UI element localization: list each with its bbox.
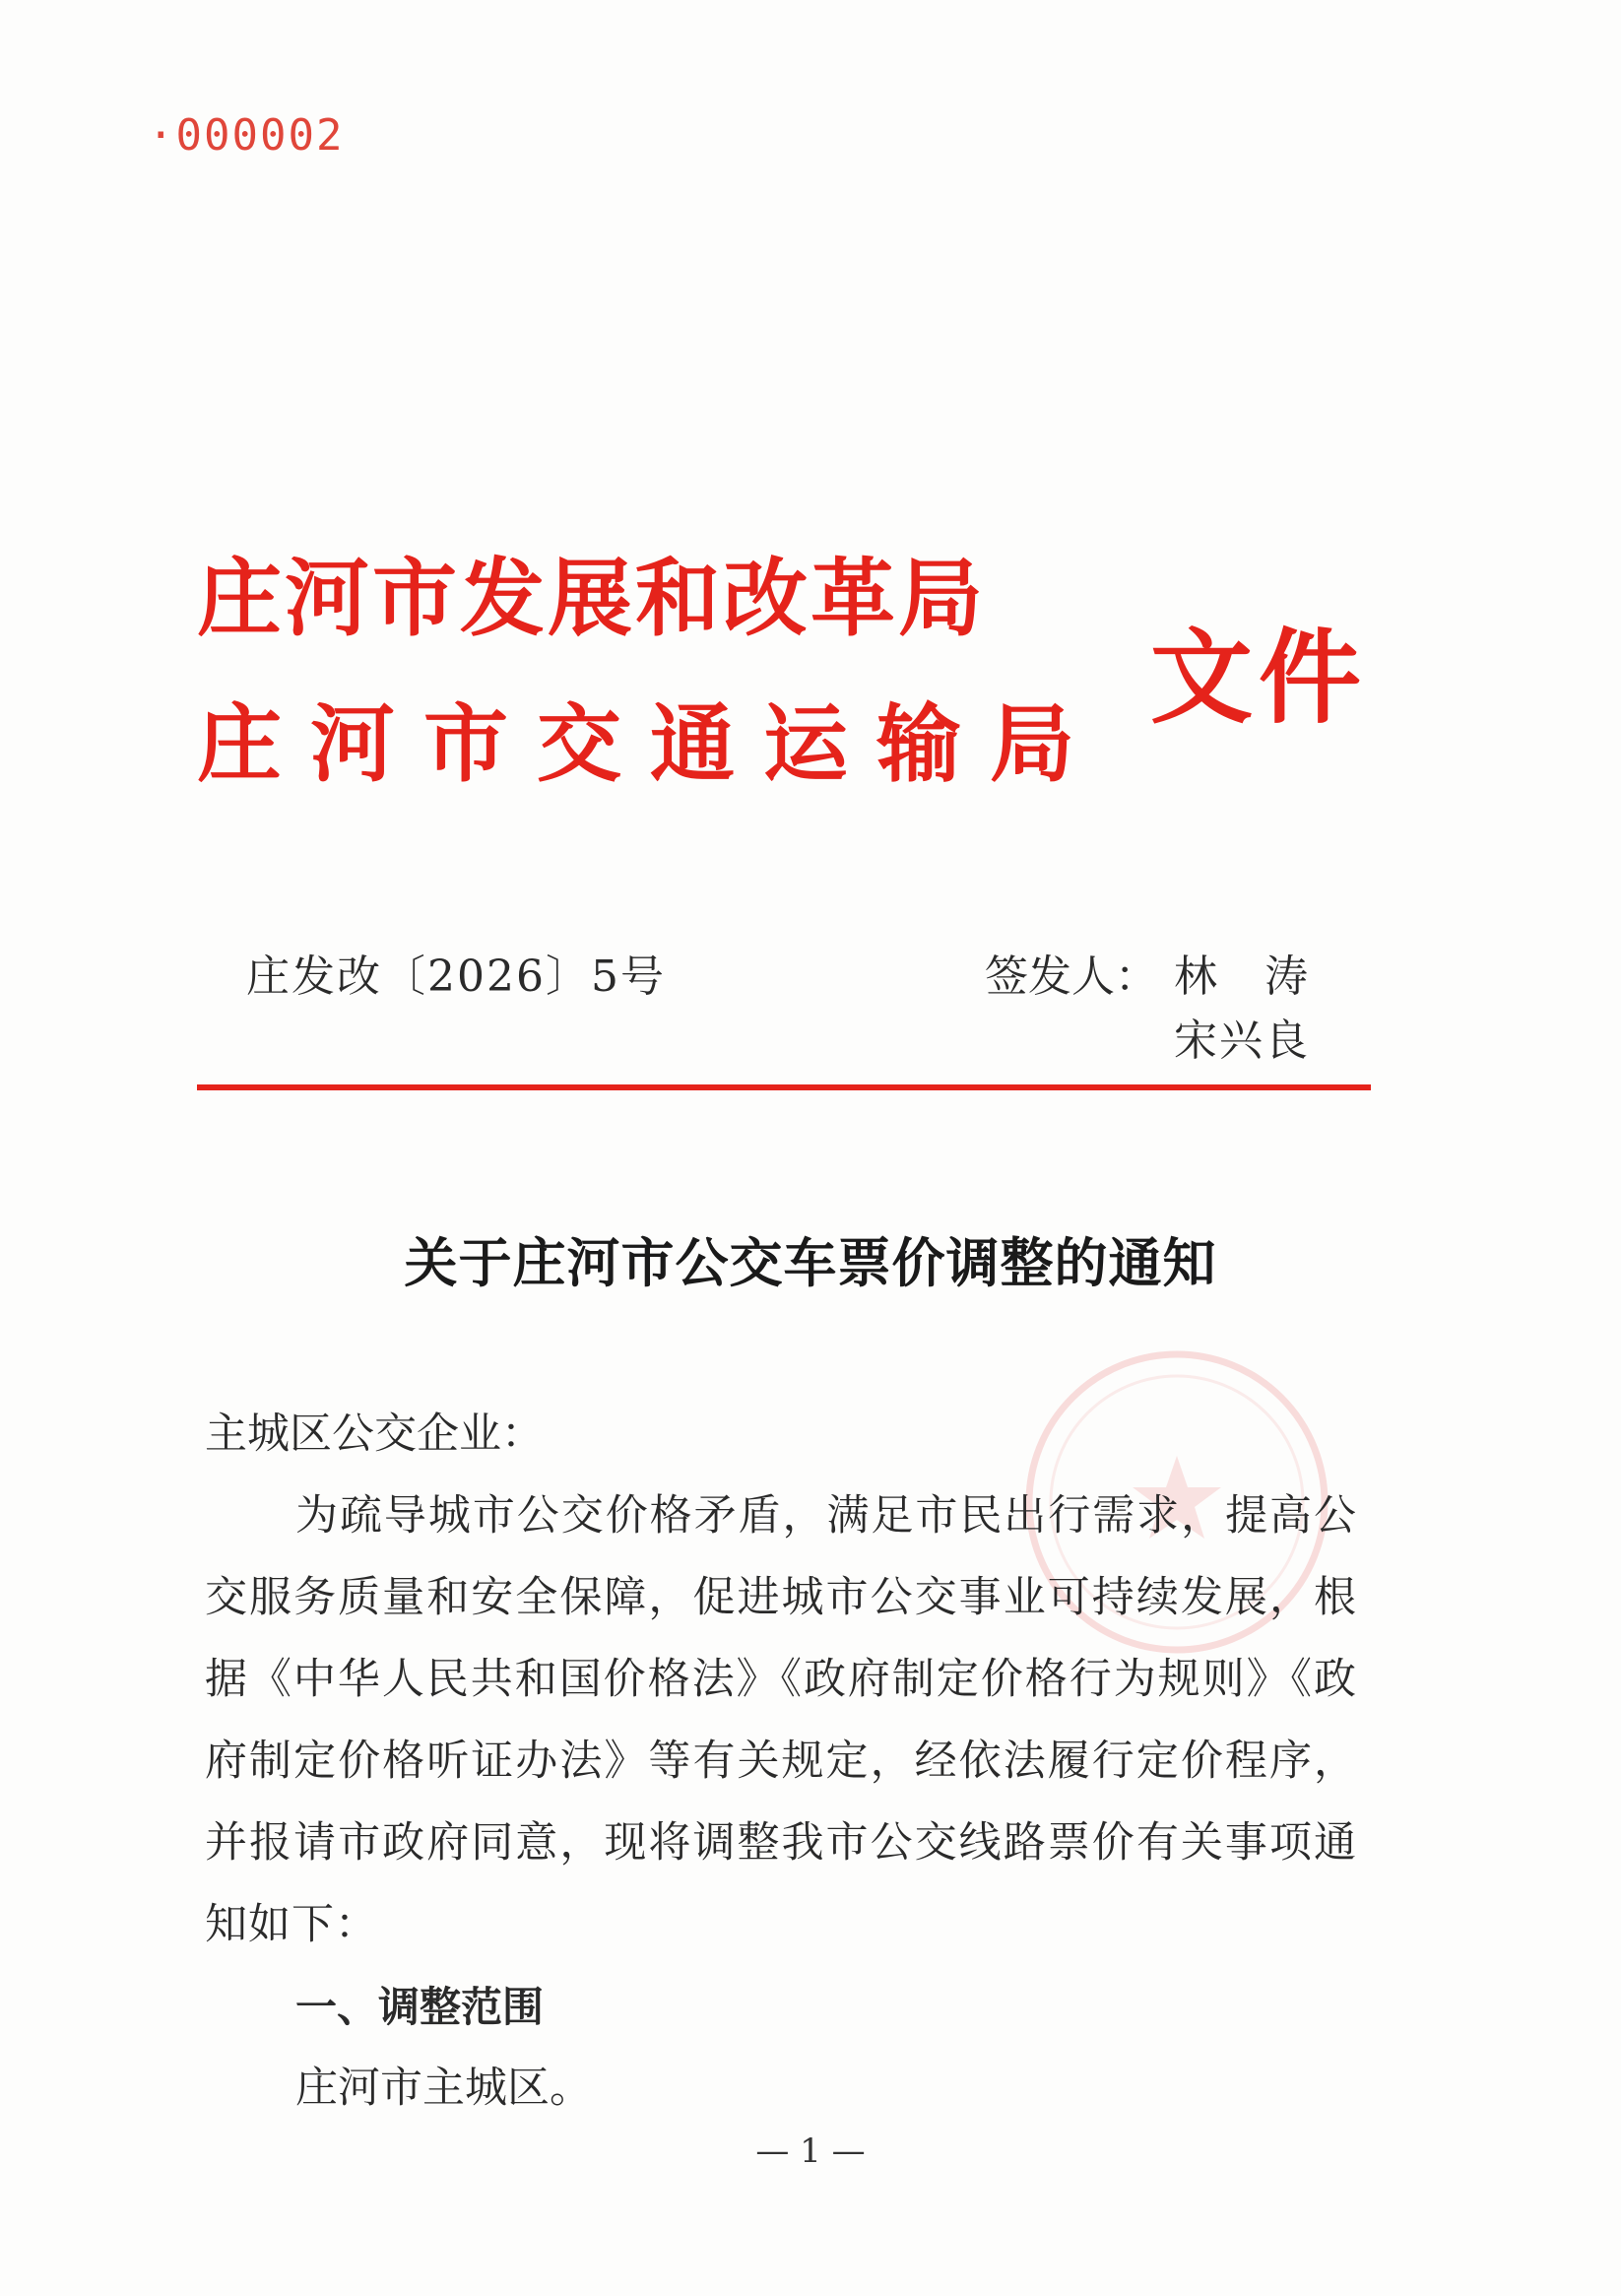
issuer-name-2: 庄河市交通运输局 xyxy=(197,694,1103,794)
section-content: 庄河市主城区。 xyxy=(295,2064,592,2113)
issuer-name-1: 庄河市发展和改革局 xyxy=(197,549,986,648)
salutation: 主城区公交企业： xyxy=(205,1410,544,1459)
section-heading: 一、调整范围 xyxy=(295,1983,545,2031)
red-header xyxy=(197,550,1408,806)
signer-label: 签发人： xyxy=(985,951,1158,1002)
doc-type-suffix: 文件 xyxy=(1150,617,1368,738)
signer-name-1: 林涛 xyxy=(1174,951,1355,1002)
intro-paragraph: 为疏导城市公交价格矛盾，满足市民出行需求，提高公交服务质量和安全保障，促进城市公交事业可持续发展，根据《中华人民共和国价格法》《政府制定价格行为规则》《政府制定价格听证办法》等有关规定，经依法履行定价程序，并报请市政府同意，现将调整我市公交线路票价有关事项通知如下： xyxy=(205,1491,1357,1949)
serial-number: ·000002 xyxy=(148,110,345,161)
red-divider-line xyxy=(197,1084,1371,1090)
document-number: 庄发改〔2026〕5号 xyxy=(246,951,666,1002)
page-number: — 1 — xyxy=(755,2132,866,2171)
notice-title: 关于庄河市公交车票价调整的通知 xyxy=(404,1231,1217,1294)
signer-name-2: 宋兴良 xyxy=(1174,1016,1310,1066)
notice-body xyxy=(205,1394,1357,2130)
